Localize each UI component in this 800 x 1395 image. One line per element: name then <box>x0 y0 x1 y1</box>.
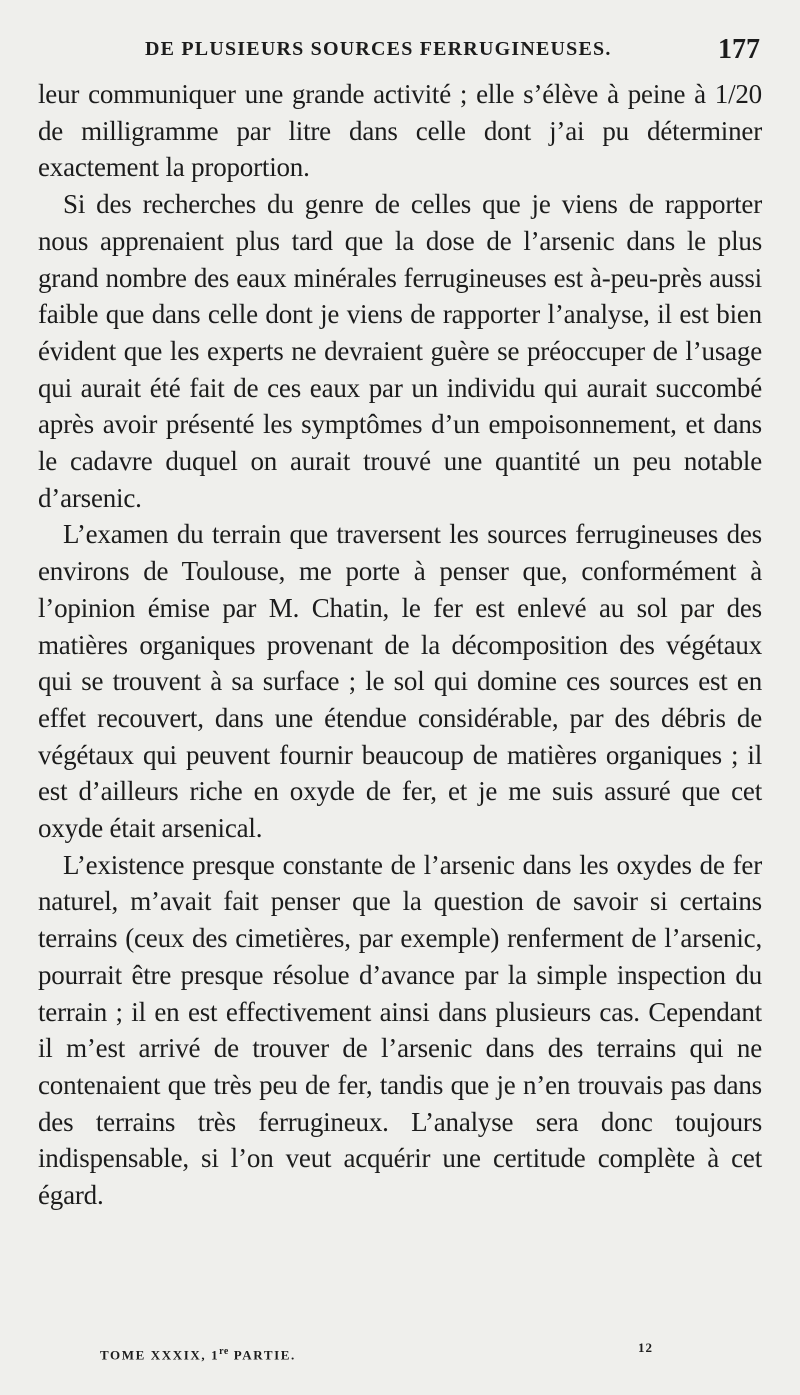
body-text <box>38 76 762 1214</box>
paragraph: L’examen du terrain que traversent les sources ferrugineuses des environs de Toulouse, me porte à penser que, conformément à l’opinion émise par M. Chatin, le fer est enlevé au sol par des matières organiques provenant de la décomposition des végétaux qui se trouvent à sa surface ; le sol qui domine ces sources est en effet recouvert, dans une étendue considérable, par des débris de végétaux qui peuvent fournir beaucoup de matières organiques ; il est d’ailleurs riche en oxyde de fer, et je me suis assuré que cet oxyde était arsenical. <box>38 519 762 844</box>
part-label: PARTIE. <box>233 1347 296 1363</box>
running-title: DE PLUSIEURS SOURCES FERRUGINEUSES. <box>145 38 612 60</box>
paragraph-continuation: leur communiquer une grande activité ; elle s’élève à peine à 1/20 de milligramme par litre dans celle dont j’ai pu déterminer exactement la proportion. <box>38 79 762 183</box>
page-footer <box>100 1340 653 1370</box>
volume-info <box>100 1346 296 1363</box>
page-header <box>145 34 760 70</box>
page-number: 177 <box>718 34 760 65</box>
paragraph: Si des recherches du genre de celles que je viens de rapporter nous apprenaient plus tard que la dose de l’arsenic dans le plus grand nombre des eaux minérales ferrugineuses est à-peu-près aussi faible que dans celle dont je viens de rapporter l’analyse, il est bien évident que les experts ne devraient guère se préoccuper de l’usage qui aurait été fait de ces eaux par un individu qui aurait succombé après avoir présenté les symptômes d’un empoisonnement, et dans le cadavre duquel on aurait trouvé une quantité un peu notable d’arsenic. <box>38 189 762 513</box>
paragraph: L’existence presque constante de l’arsenic dans les oxydes de fer naturel, m’avait fait penser que la question de savoir si certains terrains (ceux des cimetières, par exemple) renferment de l’arsenic, pourrait être presque résolue d’avance par la simple inspection du terrain ; il en est effectivement ainsi dans plusieurs cas. Cependant il m’est arrivé de trouver de l’arsenic dans des terrains qui ne contenaient que très peu de fer, tandis que je n’en trouvais pas dans des terrains très ferrugineux. L’analyse sera donc toujours indispensable, si l’on veut acquérir une certitude complète à cet égard. <box>38 849 762 1211</box>
part-number: 1 <box>211 1347 220 1363</box>
part-superscript: re <box>219 1346 229 1357</box>
volume-label: TOME XXXIX, <box>100 1347 207 1363</box>
signature-mark: 12 <box>638 1340 653 1355</box>
